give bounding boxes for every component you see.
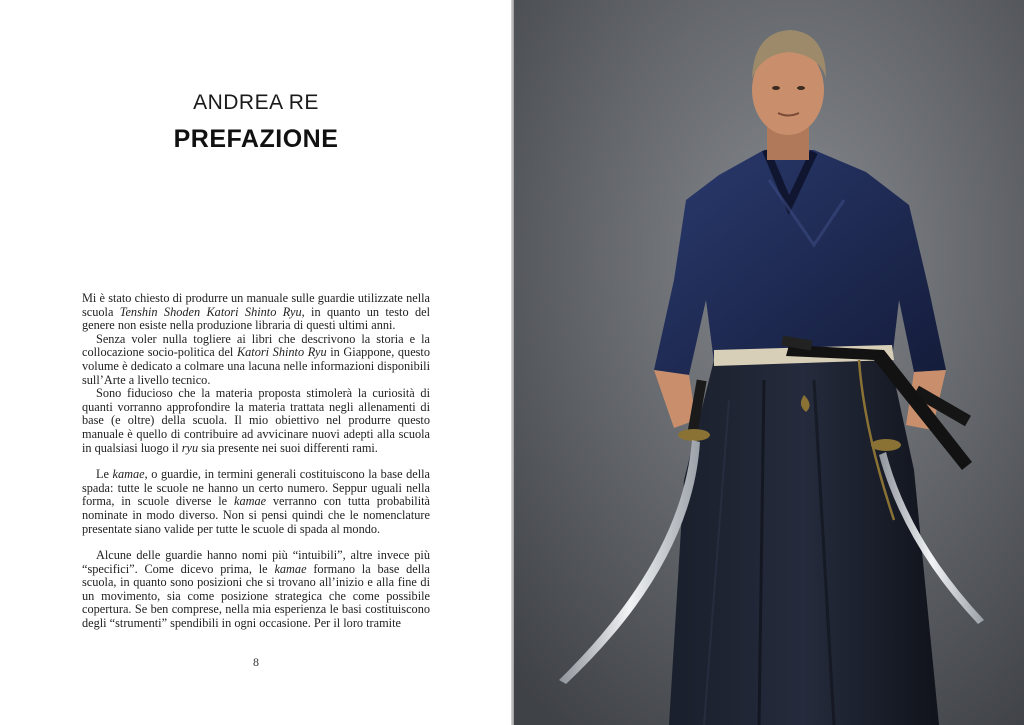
paragraph — [82, 468, 430, 536]
photo-illustration — [514, 0, 1024, 725]
text-run: , in quanto un testo del genere non esiste nella produzione libraria di questi ultimi anni. — [82, 304, 430, 333]
italic-term: kamae — [112, 467, 145, 482]
italic-term: kamae — [233, 494, 267, 509]
paragraph — [82, 387, 430, 455]
body-text — [82, 292, 430, 631]
italic-term: ryu — [181, 440, 199, 455]
text-run: verranno con tutta probabilità nominate in modo diverso. Non si pensi quindi che le nomenclature presentate siano valide per tutte le scuole di spada al mondo. — [82, 494, 430, 536]
text-run: sia presente nei suoi differenti rami. — [198, 440, 378, 455]
italic-term: Katori Shinto Ryu — [236, 345, 327, 360]
text-run: Sono fiducioso che la materia proposta stimolerà la curiosità di quanti vorranno approfondire la materia trattata negli allenamenti di base (e oltre) della scuola. Il mio obiettivo nel produrre questo manuale è quello di contribuire ad avvicinare nuovi adepti alla scuola in qualsiasi luogo il — [82, 386, 430, 455]
text-run: , o guardie, in termini generali costituiscono la base della spada: tutte le scuole ne hanno un certo numero. Seppur uguali nella forma, in scuole diverse le — [82, 467, 430, 509]
paragraph — [82, 333, 430, 387]
text-run: in Giappone, questo volume è dedicato a colmare una lacuna nelle informazioni disponibili sull’Arte a livello tecnico. — [82, 345, 431, 387]
text-run: Senza voler nulla togliere ai libri che descrivono la storia e la collocazione socio-politica del — [82, 331, 430, 360]
hakama — [669, 355, 939, 725]
text-run: Alcune delle guardie hanno nomi più “intuibili”, altre invece più “specifici”. Come dicevo prima, le — [82, 548, 430, 576]
text-run: formano la base della scuola, in quanto sono posizioni che si trovano all’inizio e alla fine di un movimento, sia come posizione strategica che come possibile copertura. Se ben comprese, nella mia esperienza le basi costituiscono degli “strumenti” spendibili in ogni occasione. Per il loro tramite — [82, 561, 431, 631]
italic-term: Tenshin Shoden Katori Shinto Ryu — [119, 304, 302, 319]
text-run: Mi è stato chiesto di produrre un manuale sulle guardie utilizzate nella scuola — [82, 291, 430, 319]
chapter-title: PREFAZIONE — [173, 125, 339, 153]
martial-artist-photo — [514, 0, 1024, 725]
italic-term: kamae — [274, 561, 307, 576]
author-name: ANDREA RE — [193, 91, 319, 114]
paragraph — [82, 292, 430, 333]
paragraph — [82, 549, 430, 631]
page-number: 8 — [253, 655, 259, 669]
text-run: Le — [96, 467, 113, 482]
